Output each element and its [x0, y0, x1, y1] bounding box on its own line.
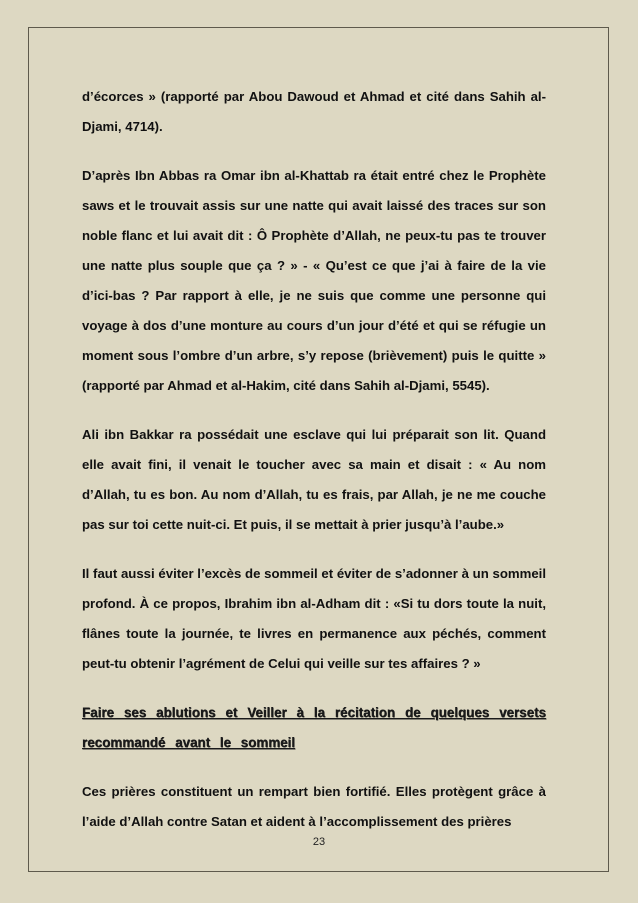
paragraph-3: Ali ibn Bakkar ra possédait une esclave qui lui préparait son lit. Quand elle avait fini, il venait le toucher avec sa main et disait : « Au nom d’Allah, tu es bon. Au nom d’Allah, tu es frais, par Allah, je ne me couche pas sur toi cette nuit-ci. Et puis, il se mettait à prier jusqu’à l’aube.»: [82, 427, 546, 532]
page-number: 23: [312, 836, 326, 848]
paragraph-1: d’écorces » (rapporté par Abou Dawoud et Ahmad et cité dans Sahih al-Djami, 4714).: [82, 89, 546, 134]
paragraph-4: Il faut aussi éviter l’excès de sommeil et éviter de s’adonner à un sommeil profond. À ce propos, Ibrahim ibn al-Adham dit : «Si tu dors toute la nuit, flânes toute la journée, te livres en permanence aux péchés, comment peut-tu obtenir l’agrément de Celui qui veille sur tes affaires ? »: [82, 566, 546, 671]
section-heading: Faire ses ablutions et Veiller à la récitation de quelques versets recommandé avant le sommeil: [82, 705, 546, 750]
paragraph-2: D’après Ibn Abbas ra Omar ibn al-Khattab ra était entré chez le Prophète saws et le trouvait assis sur une natte qui avait laissé des traces sur son noble flanc et lui avait dit : Ô Prophète d’Allah, ne peux-tu pas te trouver une natte plus souple que ça ? » - « Qu’est ce que j’ai à faire de la vie d’ici-bas ? Par rapport à elle, je ne suis que comme une personne qui voyage à dos d’une monture au cours d’un jour d’été et qui se réfugie un moment sous l’ombre d’un arbre, s’y repose (brièvement) puis le quitte » (rapporté par Ahmad et al-Hakim, cité dans Sahih al-Djami, 5545).: [82, 168, 546, 393]
paragraph-5: Ces prières constituent un rempart bien fortifié. Elles protègent grâce à l’aide d’Allah contre Satan et aident à l’accomplissement des prières: [82, 784, 546, 829]
page-body: [82, 82, 546, 856]
